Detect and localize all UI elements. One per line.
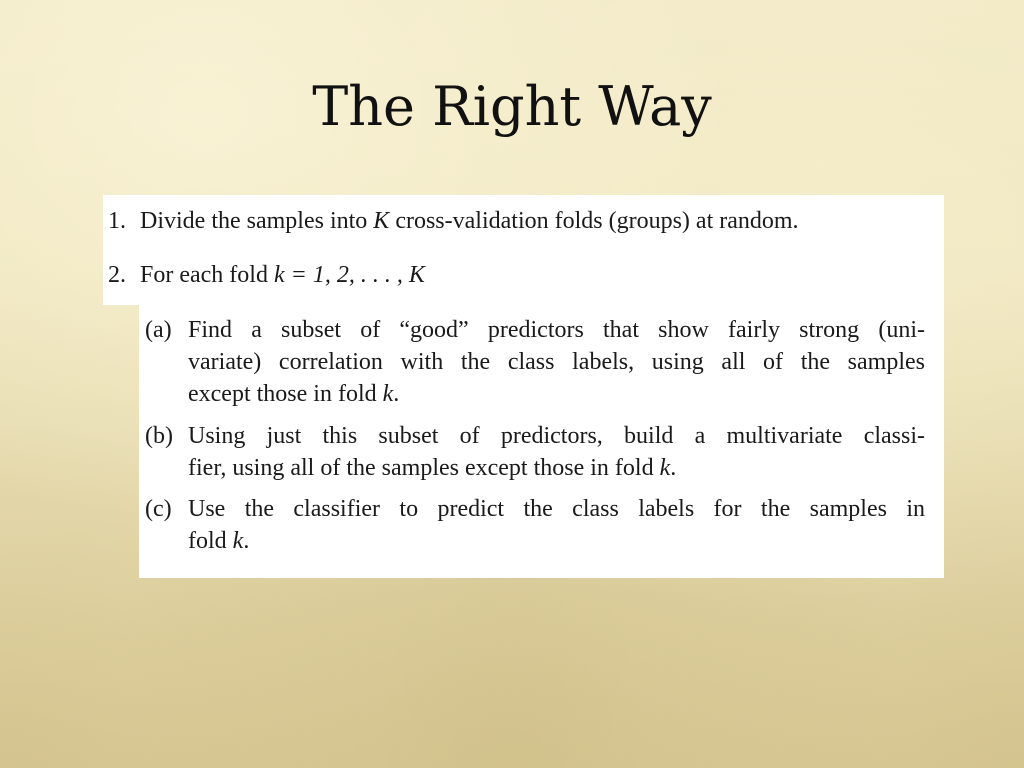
substep-c-marker: (c) xyxy=(145,496,172,522)
step-1-text xyxy=(140,205,799,237)
step-2-text xyxy=(140,259,425,291)
step-1-text-after: cross-validation folds (groups) at random. xyxy=(389,208,799,234)
step-1-math: K xyxy=(373,208,390,234)
step-2-math: k = 1, 2, . . . , K xyxy=(273,262,425,288)
substep-a-row-2: variate) correlation with the class labels, using all of the samples xyxy=(188,349,925,375)
substep-a-row-3 xyxy=(188,378,925,410)
step-1-marker: 1. xyxy=(108,208,126,234)
substep-b-tail: . xyxy=(670,455,677,481)
substep-b-row-2-text: fier, using all of the samples except those in fold xyxy=(188,455,660,481)
substep-a-tail: . xyxy=(393,381,400,407)
slide-title: The Right Way xyxy=(312,75,712,138)
substep-b-row-1: Using just this subset of predictors, build a multivariate classi- xyxy=(188,423,925,449)
substep-a-row-1: Find a subset of “good” predictors that show fairly strong (uni- xyxy=(188,317,925,343)
substep-a-row-3-text: except those in fold xyxy=(188,381,383,407)
substep-a-marker: (a) xyxy=(145,317,172,343)
substep-c-row-1: Use the classifier to predict the class labels for the samples in xyxy=(188,496,925,522)
substep-b-row-2 xyxy=(188,452,925,484)
substep-c-text xyxy=(188,493,925,557)
substep-c-row-2-text: fold xyxy=(188,528,233,554)
step-2-marker: 2. xyxy=(108,262,126,288)
substep-c-row-2 xyxy=(188,525,925,557)
substep-b-math: k xyxy=(659,455,671,481)
substep-c-math: k xyxy=(232,528,244,554)
substep-b-text xyxy=(188,420,925,484)
step-2-text-before: For each fold xyxy=(140,262,274,288)
step-1-text-before: Divide the samples into xyxy=(140,208,374,234)
substep-a-math: k xyxy=(382,381,394,407)
substep-b-marker: (b) xyxy=(145,423,173,449)
substep-a-text xyxy=(188,314,925,410)
substep-c-tail: . xyxy=(243,528,250,554)
